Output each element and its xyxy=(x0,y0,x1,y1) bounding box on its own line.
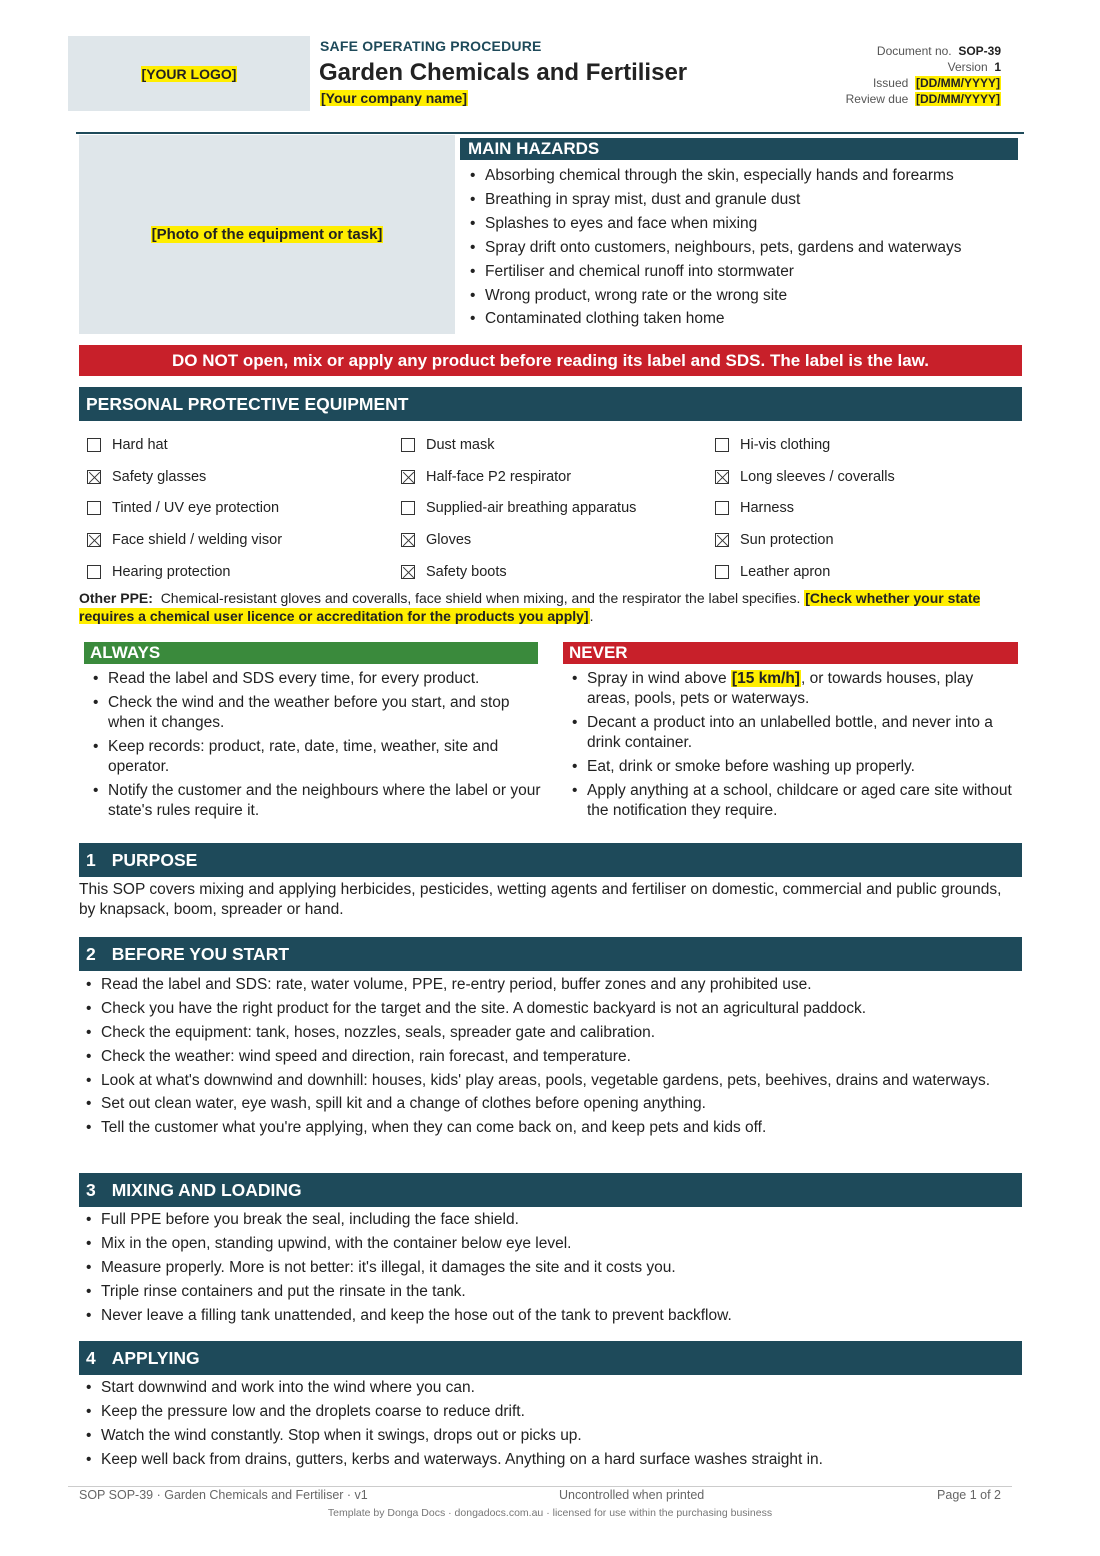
list-item: • Keep the pressure low and the droplets coarse to reduce drift. xyxy=(86,1402,1016,1422)
doc-no-value: SOP-39 xyxy=(958,44,1001,58)
ppe-item-label: Tinted / UV eye protection xyxy=(112,500,280,517)
checked-box-icon xyxy=(401,565,415,579)
ppe-item xyxy=(715,492,1022,524)
review-label: Review due xyxy=(845,92,909,106)
review-row xyxy=(846,91,1001,107)
ppe-checklist xyxy=(87,429,1022,587)
ppe-item-label: Supplied-air breathing apparatus xyxy=(426,500,637,517)
list-item: • Keep records: product, rate, date, time, weather, site and operator. xyxy=(93,737,543,777)
ppe-item xyxy=(401,492,715,524)
section-before-heading xyxy=(79,937,1022,971)
never-item1-post: , or towards houses, play areas, pools, pets or waterways. xyxy=(587,670,974,707)
checkbox-icon xyxy=(87,501,101,515)
list-item: • Contaminated clothing taken home xyxy=(470,307,961,331)
list-item: • Triple rinse containers and put the rinsate in the tank. xyxy=(86,1282,1016,1302)
checked-box-icon xyxy=(87,470,101,484)
ppe-item xyxy=(87,461,401,493)
wind-limit-highlight: [15 km/h] xyxy=(731,670,800,687)
main-hazards-list xyxy=(470,164,961,331)
list-item: • Decant a product into an unlabelled bottle, and never into a drink container. xyxy=(572,713,1017,753)
document-kicker: SAFE OPERATING PROCEDURE xyxy=(320,38,542,54)
footer-page-number: Page 1 of 2 xyxy=(937,1488,1001,1502)
list-item: • Check the equipment: tank, hoses, nozzles, seals, spreader gate and calibration. xyxy=(86,1023,1016,1043)
other-ppe-end: . xyxy=(589,608,594,624)
ppe-item-label: Long sleeves / coveralls xyxy=(740,468,895,485)
doc-no-label: Document no. xyxy=(876,44,952,58)
section-title: BEFORE YOU START xyxy=(111,943,290,964)
ppe-item-label: Harness xyxy=(740,500,794,517)
applying-list xyxy=(86,1378,1016,1474)
section-number: 4 xyxy=(86,1347,96,1368)
never-heading: NEVER xyxy=(563,642,1018,664)
list-item: • Tell the customer what you're applying, when they can come back on, and keep pets and kids off. xyxy=(86,1118,1016,1138)
section-number: 3 xyxy=(86,1179,96,1200)
list-item: • Never leave a filling tank unattended, and keep the hose out of the tank to prevent backflow. xyxy=(86,1306,1016,1326)
list-item: • Check the weather: wind speed and direction, rain forecast, and temperature. xyxy=(86,1047,1016,1067)
list-item: • Breathing in spray mist, dust and granule dust xyxy=(470,188,961,212)
ppe-item xyxy=(401,461,715,493)
mixing-list xyxy=(86,1210,1016,1329)
ppe-item-label: Leather apron xyxy=(740,563,831,580)
version-row xyxy=(846,59,1001,75)
checked-box-icon xyxy=(715,470,729,484)
section-applying-heading xyxy=(79,1341,1022,1375)
issued-row xyxy=(846,75,1001,91)
company-placeholder xyxy=(320,90,468,106)
purpose-text: This SOP covers mixing and applying herbicides, pesticides, wetting agents and fertiliser on domestic, commercial and public grounds, by knapsack, boom, spreader or hand. xyxy=(79,881,1002,918)
ppe-item xyxy=(715,556,1022,588)
list-item: • Keep well back from drains, gutters, kerbs and waterways. Anything on a hard surface washes straight in. xyxy=(86,1450,1016,1470)
checkbox-icon xyxy=(715,501,729,515)
list-item: • Spray drift onto customers, neighbours, pets, gardens and waterways xyxy=(470,236,961,260)
company-placeholder-text: [Your company name] xyxy=(321,90,467,106)
ppe-item xyxy=(87,556,401,588)
before-list xyxy=(86,975,1016,1142)
list-item: • Read the label and SDS every time, for every product. xyxy=(93,669,543,689)
label-warning-banner: DO NOT open, mix or apply any product before reading its label and SDS. The label is the law. xyxy=(79,345,1022,376)
list-item: • Fertiliser and chemical runoff into stormwater xyxy=(470,260,961,284)
list-item: • Read the label and SDS: rate, water volume, PPE, re-entry period, buffer zones and any prohibited use. xyxy=(86,975,1016,995)
footer-template-credit: Template by Donga Docs · dongadocs.com.au · licensed for use within the purchasing business xyxy=(327,1507,773,1519)
ppe-heading: PERSONAL PROTECTIVE EQUIPMENT xyxy=(79,387,1022,421)
version-label: Version xyxy=(947,60,988,74)
ppe-item-label: Hearing protection xyxy=(112,563,231,580)
section-title: PURPOSE xyxy=(111,849,198,870)
ppe-item xyxy=(401,524,715,556)
section-purpose-heading xyxy=(79,843,1022,877)
ppe-item-label: Half-face P2 respirator xyxy=(426,468,572,485)
section-mixing-heading xyxy=(79,1173,1022,1207)
other-ppe-text: Chemical-resistant gloves and coveralls, face shield when mixing, and the respirator the label specifies. xyxy=(160,590,801,606)
section-title: APPLYING xyxy=(111,1347,200,1368)
logo-placeholder-text: [YOUR LOGO] xyxy=(141,65,237,82)
document-meta xyxy=(846,43,1001,107)
ppe-item xyxy=(401,556,715,588)
list-item xyxy=(572,669,1017,709)
list-item: • Splashes to eyes and face when mixing xyxy=(470,212,961,236)
list-item: • Watch the wind constantly. Stop when it swings, drops out or picks up. xyxy=(86,1426,1016,1446)
ppe-item-label: Hi-vis clothing xyxy=(740,436,831,453)
issued-label: Issued xyxy=(872,76,909,90)
list-item: • Set out clean water, eye wash, spill kit and a change of clothes before opening anything. xyxy=(86,1094,1016,1114)
checkbox-icon xyxy=(87,565,101,579)
other-ppe-label: Other PPE: xyxy=(79,590,153,606)
review-value: [DD/MM/YYYY] xyxy=(916,92,1000,106)
checkbox-icon xyxy=(87,438,101,452)
footer-divider xyxy=(68,1486,1012,1487)
ppe-item-label: Hard hat xyxy=(112,436,168,453)
list-item: • Wrong product, wrong rate or the wrong site xyxy=(470,284,961,308)
always-list xyxy=(93,669,543,825)
list-item: • Apply anything at a school, childcare or aged care site without the notification they require. xyxy=(572,781,1017,821)
checked-box-icon xyxy=(401,533,415,547)
logo-placeholder xyxy=(68,36,310,111)
other-ppe-note xyxy=(79,589,1009,625)
document-title: Garden Chemicals and Fertiliser xyxy=(319,59,688,86)
ppe-item xyxy=(401,429,715,461)
always-heading: ALWAYS xyxy=(84,642,538,664)
checked-box-icon xyxy=(715,533,729,547)
checkbox-icon xyxy=(401,438,415,452)
doc-no-row xyxy=(846,43,1001,59)
list-item: • Full PPE before you break the seal, including the face shield. xyxy=(86,1210,1016,1230)
checkbox-icon xyxy=(401,501,415,515)
ppe-item-label: Safety boots xyxy=(426,563,507,580)
ppe-item-label: Face shield / welding visor xyxy=(112,531,283,548)
photo-placeholder-text: [Photo of the equipment or task] xyxy=(151,226,383,243)
issued-value: [DD/MM/YYYY] xyxy=(916,76,1000,90)
ppe-item xyxy=(715,429,1022,461)
ppe-item xyxy=(87,429,401,461)
never-item1-pre: Spray in wind above xyxy=(587,670,727,687)
photo-placeholder xyxy=(79,135,455,334)
list-item: • Check the wind and the weather before you start, and stop when it changes. xyxy=(93,693,543,733)
ppe-item-label: Dust mask xyxy=(426,436,495,453)
ppe-item xyxy=(715,461,1022,493)
section-title: MIXING AND LOADING xyxy=(111,1179,302,1200)
section-number: 1 xyxy=(86,849,96,870)
version-value: 1 xyxy=(994,60,1001,74)
list-item: • Eat, drink or smoke before washing up properly. xyxy=(572,757,1017,777)
list-item: • Look at what's downwind and downhill: houses, kids' play areas, pools, vegetable gardens, pets, beehives, drains and waterways. xyxy=(86,1071,1016,1091)
list-item: • Absorbing chemical through the skin, especially hands and forearms xyxy=(470,164,961,188)
checked-box-icon xyxy=(401,470,415,484)
main-hazards-heading: MAIN HAZARDS xyxy=(460,138,1018,160)
list-item: • Check you have the right product for the target and the site. A domestic backyard is not an agricultural paddock. xyxy=(86,999,1016,1019)
ppe-item xyxy=(715,524,1022,556)
ppe-item xyxy=(87,492,401,524)
list-item: • Notify the customer and the neighbours where the label or your state's rules require it. xyxy=(93,781,543,821)
ppe-item-label: Safety glasses xyxy=(112,468,207,485)
never-list xyxy=(572,669,1017,825)
ppe-item xyxy=(87,524,401,556)
list-item: • Measure properly. More is not better: it's illegal, it damages the site and it costs you. xyxy=(86,1258,1016,1278)
checkbox-icon xyxy=(715,565,729,579)
list-item: • Mix in the open, standing upwind, with the container below eye level. xyxy=(86,1234,1016,1254)
other-ppe-highlight: [Check whether your state requires a chemical user licence or accreditation for the products you apply] xyxy=(79,590,981,624)
footer-doc-ref: SOP SOP-39 · Garden Chemicals and Fertiliser · v1 xyxy=(79,1488,368,1502)
header-divider xyxy=(76,132,1024,134)
section-number: 2 xyxy=(86,943,96,964)
list-item: • Start downwind and work into the wind where you can. xyxy=(86,1378,1016,1398)
checkbox-icon xyxy=(715,438,729,452)
checked-box-icon xyxy=(87,533,101,547)
ppe-item-label: Sun protection xyxy=(740,531,834,548)
ppe-item-label: Gloves xyxy=(426,531,472,548)
footer-uncontrolled: Uncontrolled when printed xyxy=(559,1488,705,1502)
